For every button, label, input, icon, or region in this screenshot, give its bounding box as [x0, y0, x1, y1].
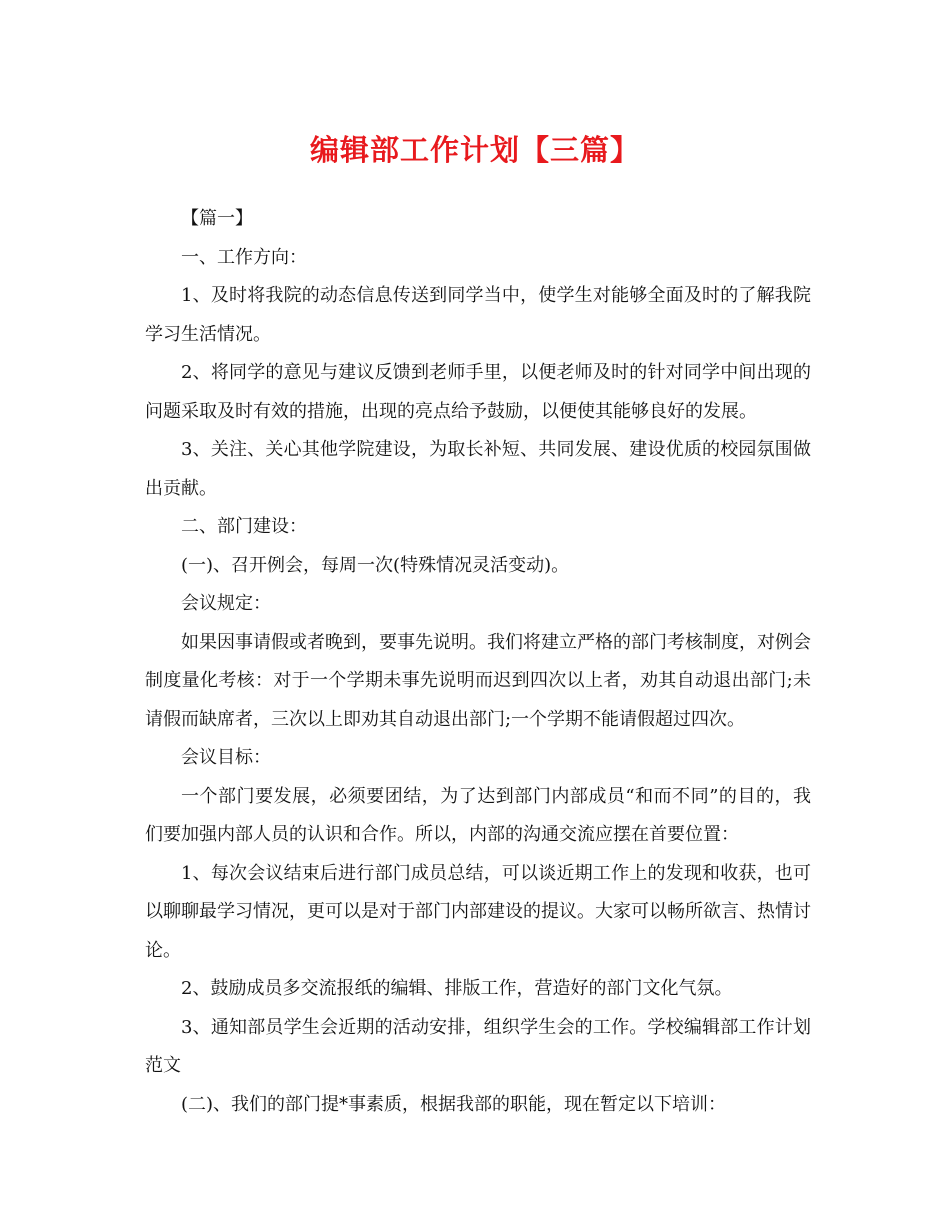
- heading-meeting-rules: 会议规定：: [181, 593, 271, 614]
- paragraph-training: (二)、我们的部门提*事素质，根据我部的职能，现在暂定以下培训：: [181, 1093, 727, 1115]
- paragraph-weekly-meeting: (一)、召开例会，每周一次(特殊情况灵活变动)。: [181, 554, 570, 576]
- heading-work-direction: 一、工作方向：: [181, 246, 307, 268]
- paragraph-direction-1: 1、及时将我院的动态信息传送到同学当中，使学生对能够全面及时的了解我院学习生活情况。: [145, 285, 811, 345]
- paragraph-goal-2: 2、鼓励成员多交流报纸的编辑、排版工作，营造好的部门文化气氛。: [181, 978, 733, 999]
- document-title: 编辑部工作计划【三篇】: [309, 133, 640, 167]
- paragraph-goal-3: 3、通知部员学生会近期的活动安排，组织学生会的工作。学校编辑部工作计划范文: [145, 1016, 811, 1076]
- section-heading-part-one: 【篇一】: [181, 208, 253, 229]
- document-body: [145, 200, 811, 1124]
- paragraph-meeting-goals: 一个部门要发展，必须要团结，为了达到部门内部成员“和而不同”的目的，我们要加强内部人员的认识和合作。所以，内部的沟通交流应摆在首要位置：: [145, 785, 811, 845]
- heading-meeting-goals: 会议目标：: [181, 747, 271, 768]
- heading-department-building: 二、部门建设：: [181, 516, 307, 537]
- paragraph-direction-3: 3、关注、关心其他学院建设，为取长补短、共同发展、建设优质的校园氛围做出贡献。: [145, 439, 811, 499]
- paragraph-meeting-rules: 如果因事请假或者晚到，要事先说明。我们将建立严格的部门考核制度，对例会制度量化考核：对于一个学期未事先说明而迟到四次以上者，劝其自动退出部门;未请假而缺席者，三次以上即劝其自动退出部门;一个学期不能请假超过四次。: [145, 631, 811, 730]
- paragraph-direction-2: 2、将同学的意见与建议反馈到老师手里，以便老师及时的针对同学中间出现的问题采取及时有效的措施，出现的亮点给予鼓励，以便使其能够良好的发展。: [145, 362, 811, 422]
- paragraph-goal-1: 1、每次会议结束后进行部门成员总结，可以谈近期工作上的发现和收获，也可以聊聊最学习情况，更可以是对于部门内部建设的提议。大家可以畅所欲言、热情讨论。: [145, 862, 811, 961]
